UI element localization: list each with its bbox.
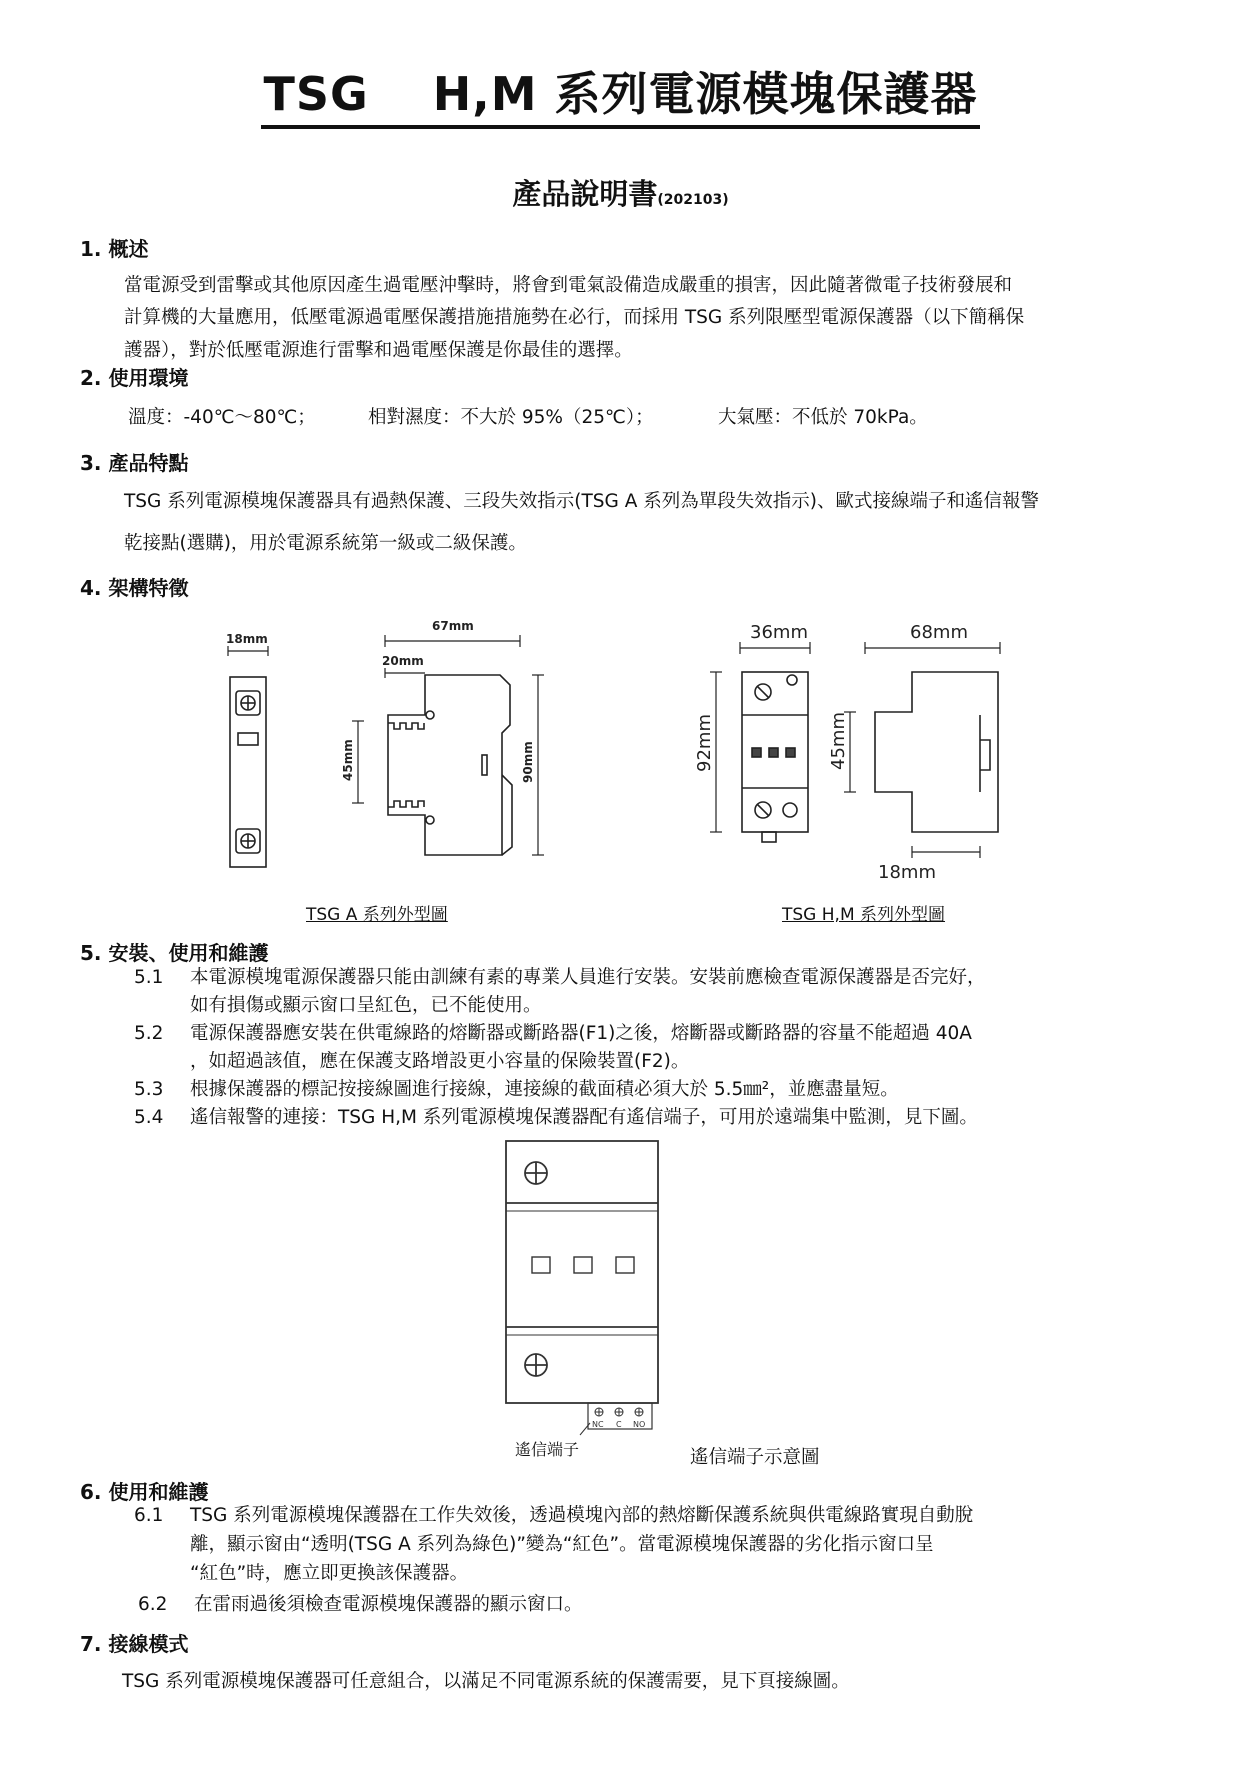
section-5-heading: 5. 安裝、使用和維護 <box>80 941 269 965</box>
item-5-2-number: 5.2 <box>134 1023 164 1044</box>
env-pressure: 大氣壓：不低於 70kPa。 <box>718 407 928 428</box>
item-5-4-number: 5.4 <box>134 1107 164 1128</box>
dim-a-height-2: 90mm <box>521 741 535 783</box>
dim-hm-depth: 68mm <box>910 622 968 643</box>
item-5-2-text: 電源保護器應安裝在供電線路的熔斷器或斷路器(F1)之後，熔斷器或斷路器的容量不能超過 40A <box>190 1023 972 1044</box>
item-5-1-number: 5.1 <box>134 967 164 988</box>
caption-tsg-a: TSG A 系列外型圖 <box>306 905 448 925</box>
document-subtitle: 產品說明書(202103) <box>512 177 729 211</box>
section-3-line-1: TSG 系列電源模塊保護器具有過熱保護、三段失效指示(TSG A 系列為單段失效指示)、歐式接線端子和遙信報警 <box>124 491 1039 512</box>
item-6-2-text: 在雷雨過後須檢查電源模塊保護器的顯示窗口。 <box>194 1594 583 1615</box>
document-title: TSG H,M 系列電源模塊保護器 <box>0 58 1241 124</box>
item-5-2-text-cont: ，如超過該值，應在保護支路增設更小容量的保險裝置(F2)。 <box>190 1051 690 1072</box>
item-5-4-text: 遙信報警的連接：TSG H,M 系列電源模塊保護器配有遙信端子，可用於遠端集中監測，見下圖。 <box>190 1107 978 1128</box>
section-3-heading: 3. 產品特點 <box>80 451 189 475</box>
item-5-3-number: 5.3 <box>134 1079 164 1100</box>
remote-terminal-diagram <box>500 1135 700 1455</box>
item-5-3-text: 根據保護器的標記按接線圖進行接線，連接線的截面積必須大於 5.5㎜²，並應盡量短。 <box>190 1079 899 1100</box>
terminal-diagram-caption: 遙信端子示意圖 <box>690 1447 820 1468</box>
dim-a-width: 18mm <box>226 632 268 646</box>
section-6-heading: 6. 使用和維護 <box>80 1480 209 1504</box>
document-date: (202103) <box>657 192 729 208</box>
env-temperature: 溫度：-40℃～80℃； <box>128 407 316 428</box>
dim-a-depth-2: 20mm <box>382 654 424 668</box>
terminal-nc: NC <box>592 1420 604 1429</box>
terminal-no: NO <box>633 1420 646 1429</box>
item-5-1-text-cont: 如有損傷或顯示窗口呈紅色，已不能使用。 <box>190 995 542 1016</box>
item-5-1-text: 本電源模塊電源保護器只能由訓練有素的專業人員進行安裝。安裝前應檢查電源保護器是否完好， <box>190 967 986 988</box>
indicator-window-3 <box>616 1257 634 1273</box>
tsg-a-outline-drawing <box>200 615 580 895</box>
dim-hm-width: 36mm <box>750 622 808 643</box>
dim-hm-height-2: 45mm <box>828 712 849 770</box>
section-2-heading: 2. 使用環境 <box>80 366 189 390</box>
item-6-1-text-cont: 離，顯示窗由“透明(TSG A 系列為綠色)”變為“紅色”。當電源模塊保護器的劣化指示窗口呈 <box>190 1534 934 1555</box>
dim-hm-height-1: 92mm <box>694 714 715 772</box>
item-6-1-text-cont-2: “紅色”時，應立即更換該保護器。 <box>190 1563 469 1584</box>
item-6-1-number: 6.1 <box>134 1505 164 1526</box>
env-humidity: 相對濕度：不大於 95%（25℃）； <box>368 407 654 428</box>
indicator-window-2 <box>574 1257 592 1273</box>
section-3-line-2: 乾接點(選購)，用於電源系統第一級或二級保護。 <box>124 533 527 554</box>
section-7-heading: 7. 接線模式 <box>80 1632 189 1656</box>
dim-a-height-1: 45mm <box>341 739 355 781</box>
dim-a-depth: 67mm <box>432 619 474 633</box>
section-1-heading: 1. 概述 <box>80 237 149 261</box>
section-1-body: 當電源受到雷擊或其他原因產生過電壓沖擊時，將會到電氣設備造成嚴重的損害，因此隨著微電子技術發展和 計算機的大量應用，低壓電源過電壓保護措施措施勢在必行，而採用 TSG 系列限壓型電源保護器（以下簡稱保 護器），對於低壓電源進行雷擊和過電壓保護是你最佳的選擇。 <box>124 275 1025 361</box>
terminal-label: 遙信端子 <box>515 1440 580 1459</box>
indicator-window-1 <box>532 1257 550 1273</box>
terminal-c: C <box>616 1420 622 1429</box>
section-4-heading: 4. 架構特徵 <box>80 576 189 600</box>
caption-tsg-hm: TSG H,M 系列外型圖 <box>782 905 946 925</box>
section-7-text: TSG 系列電源模塊保護器可任意組合，以滿足不同電源系統的保護需要，見下頁接線圖。 <box>122 1671 850 1692</box>
item-6-2-number: 6.2 <box>138 1594 168 1615</box>
tsg-hm-outline-drawing <box>680 620 1040 890</box>
dim-hm-width-2: 18mm <box>878 862 936 883</box>
item-6-1-text: TSG 系列電源模塊保護器在工作失效後，透過模塊內部的熱熔斷保護系統與供電線路實現自動脫 <box>190 1505 974 1526</box>
